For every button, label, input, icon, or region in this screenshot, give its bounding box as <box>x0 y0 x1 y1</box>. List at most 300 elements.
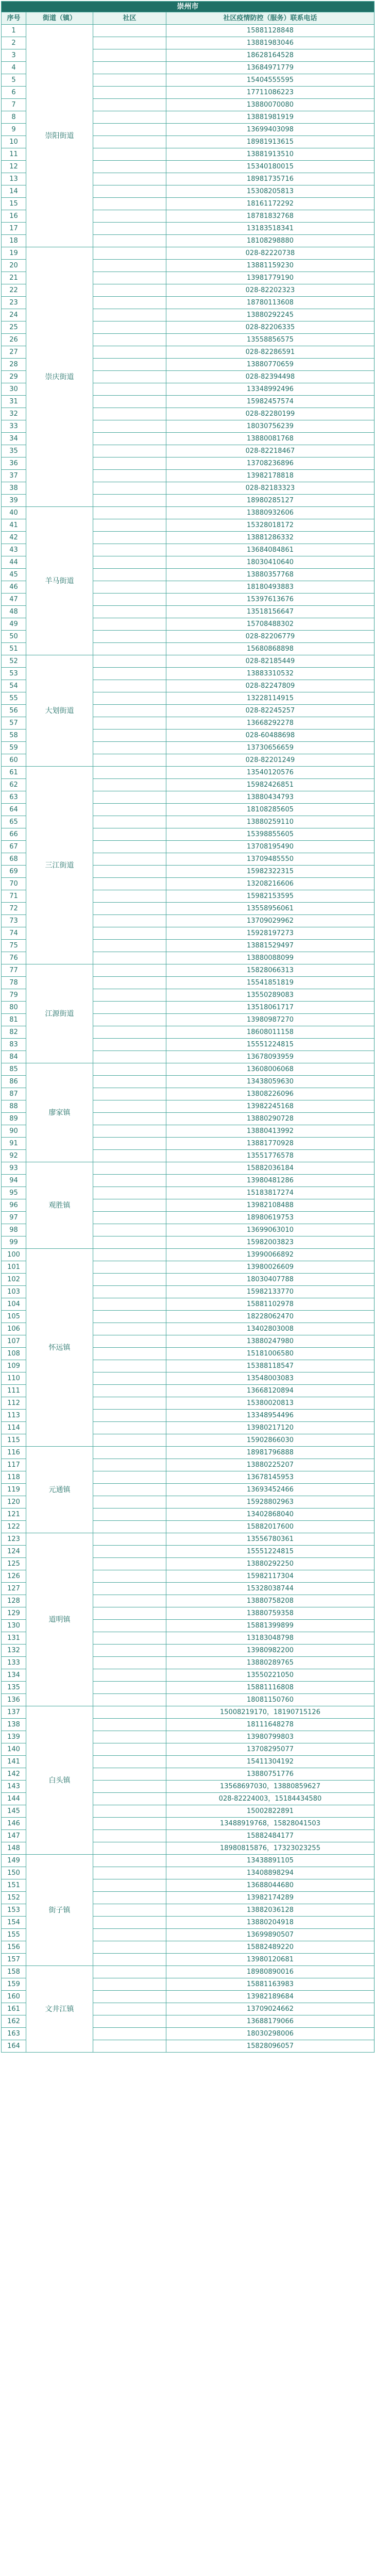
community-cell <box>93 1743 166 1756</box>
phone-cell: 13880357768 <box>166 569 374 581</box>
community-cell <box>93 1768 166 1781</box>
row-index: 81 <box>2 1014 26 1026</box>
row-index: 76 <box>2 952 26 964</box>
row-index: 5 <box>2 74 26 87</box>
community-cell <box>93 1706 166 1719</box>
table-row <box>2 1533 374 1546</box>
phone-cell: 028-82394498 <box>166 371 374 383</box>
community-cell <box>93 532 166 544</box>
phone-cell: 13730656659 <box>166 742 374 754</box>
phone-cell: 18030298006 <box>166 2028 374 2040</box>
row-index: 83 <box>2 1039 26 1051</box>
community-cell <box>93 2015 166 2028</box>
phone-cell: 13881981919 <box>166 111 374 124</box>
table-row <box>2 1855 374 1867</box>
community-cell <box>93 903 166 915</box>
row-index: 42 <box>2 532 26 544</box>
community-cell <box>93 952 166 964</box>
community-cell <box>93 1855 166 1867</box>
phone-cell: 13980120681 <box>166 1954 374 1966</box>
phone-cell: 15982426851 <box>166 779 374 791</box>
row-index: 135 <box>2 1682 26 1694</box>
phone-cell: 13402868040 <box>166 1509 374 1521</box>
phone-cell: 15002822891 <box>166 1805 374 1818</box>
community-cell <box>93 260 166 272</box>
street-cell: 廖家镇 <box>26 1063 93 1162</box>
phone-cell: 13881983046 <box>166 37 374 49</box>
community-cell <box>93 1978 166 1991</box>
community-cell <box>93 359 166 371</box>
phone-cell: 18981735716 <box>166 173 374 185</box>
row-index: 53 <box>2 668 26 680</box>
community-cell <box>93 643 166 655</box>
phone-cell: 13982189684 <box>166 1991 374 2003</box>
phone-cell: 15398855605 <box>166 828 374 841</box>
community-cell <box>93 692 166 705</box>
table-row <box>2 1063 374 1076</box>
community-cell <box>93 754 166 767</box>
phone-cell: 028-82206779 <box>166 631 374 643</box>
phone-cell: 18608011158 <box>166 1026 374 1039</box>
community-cell <box>93 1298 166 1311</box>
table-title: 崇州市 <box>2 2 374 12</box>
row-index: 34 <box>2 433 26 445</box>
row-index: 46 <box>2 581 26 594</box>
community-cell <box>93 1162 166 1175</box>
row-index: 139 <box>2 1731 26 1743</box>
row-index: 72 <box>2 903 26 915</box>
phone-cell: 15328038744 <box>166 1583 374 1595</box>
row-index: 114 <box>2 1422 26 1434</box>
row-index: 98 <box>2 1224 26 1236</box>
row-index: 25 <box>2 321 26 334</box>
community-cell <box>93 334 166 346</box>
row-index: 15 <box>2 198 26 210</box>
row-index: 31 <box>2 396 26 408</box>
community-cell <box>93 816 166 828</box>
row-index: 47 <box>2 594 26 606</box>
row-index: 109 <box>2 1360 26 1372</box>
community-cell <box>93 1113 166 1125</box>
phone-cell: 13693452466 <box>166 1484 374 1496</box>
community-cell <box>93 1410 166 1422</box>
community-cell <box>93 1546 166 1558</box>
community-cell <box>93 730 166 742</box>
phone-cell: 18628164528 <box>166 49 374 62</box>
phone-cell: 15680868898 <box>166 643 374 655</box>
row-index: 57 <box>2 717 26 730</box>
community-cell <box>93 37 166 49</box>
row-index: 78 <box>2 977 26 989</box>
row-index: 150 <box>2 1867 26 1879</box>
row-index: 14 <box>2 185 26 198</box>
community-cell <box>93 1051 166 1063</box>
row-index: 37 <box>2 470 26 482</box>
row-index: 65 <box>2 816 26 828</box>
community-cell <box>93 1199 166 1212</box>
community-cell <box>93 1484 166 1496</box>
phone-cell: 13880770659 <box>166 359 374 371</box>
row-index: 158 <box>2 1966 26 1978</box>
community-cell <box>93 1818 166 1830</box>
phone-cell: 15928802963 <box>166 1496 374 1509</box>
row-index: 7 <box>2 99 26 111</box>
row-index: 103 <box>2 1286 26 1298</box>
phone-cell: 18981796888 <box>166 1447 374 1459</box>
row-index: 125 <box>2 1558 26 1570</box>
street-cell: 三江街道 <box>26 767 93 964</box>
community-cell <box>93 618 166 631</box>
row-index: 85 <box>2 1063 26 1076</box>
row-index: 71 <box>2 890 26 903</box>
row-index: 67 <box>2 841 26 853</box>
row-index: 134 <box>2 1669 26 1682</box>
phone-cell: 13882036128 <box>166 1904 374 1917</box>
row-index: 74 <box>2 927 26 940</box>
community-cell <box>93 1892 166 1904</box>
phone-cell: 028-82286591 <box>166 346 374 359</box>
phone-cell: 13228114915 <box>166 692 374 705</box>
community-cell <box>93 1558 166 1570</box>
phone-cell: 13880070080 <box>166 99 374 111</box>
row-index: 88 <box>2 1100 26 1113</box>
row-index: 102 <box>2 1274 26 1286</box>
community-cell <box>93 284 166 297</box>
community-cell <box>93 457 166 470</box>
phone-cell: 13880289765 <box>166 1657 374 1669</box>
row-index: 95 <box>2 1187 26 1199</box>
phone-cell: 18980890016 <box>166 1966 374 1978</box>
phone-cell: 028-82247809 <box>166 680 374 692</box>
row-index: 4 <box>2 62 26 74</box>
community-cell <box>93 1509 166 1521</box>
row-index: 122 <box>2 1521 26 1533</box>
row-index: 86 <box>2 1076 26 1088</box>
phone-cell: 13709024662 <box>166 2003 374 2015</box>
phone-cell: 15902866030 <box>166 1434 374 1447</box>
phone-cell: 18030756239 <box>166 420 374 433</box>
community-cell <box>93 99 166 111</box>
phone-cell: 13880204918 <box>166 1917 374 1929</box>
row-index: 108 <box>2 1348 26 1360</box>
community-cell <box>93 779 166 791</box>
row-index: 17 <box>2 223 26 235</box>
street-cell: 元通镇 <box>26 1447 93 1533</box>
community-cell <box>93 544 166 556</box>
phone-cell: 18981913615 <box>166 136 374 148</box>
phone-cell: 13982178818 <box>166 470 374 482</box>
phone-cell: 13881286332 <box>166 532 374 544</box>
community-cell <box>93 1620 166 1632</box>
community-cell <box>93 804 166 816</box>
phone-cell: 15181006580 <box>166 1348 374 1360</box>
community-cell <box>93 1249 166 1261</box>
phone-cell: 028-82202323 <box>166 284 374 297</box>
row-index: 155 <box>2 1929 26 1941</box>
phone-cell: 028-82183323 <box>166 482 374 495</box>
row-index: 97 <box>2 1212 26 1224</box>
phone-cell: 15551224815 <box>166 1039 374 1051</box>
row-index: 113 <box>2 1410 26 1422</box>
phone-cell: 13548003083 <box>166 1372 374 1385</box>
phone-cell: 15881128848 <box>166 25 374 37</box>
community-cell <box>93 1632 166 1645</box>
phone-cell: 13708236896 <box>166 457 374 470</box>
community-cell <box>93 420 166 433</box>
row-index: 22 <box>2 284 26 297</box>
street-cell: 崇庆街道 <box>26 247 93 507</box>
community-cell <box>93 556 166 569</box>
phone-cell: 13881913510 <box>166 148 374 161</box>
row-index: 127 <box>2 1583 26 1595</box>
row-index: 58 <box>2 730 26 742</box>
phone-cell: 18108298880 <box>166 235 374 247</box>
row-index: 1 <box>2 25 26 37</box>
community-cell <box>93 828 166 841</box>
phone-cell: 13981779190 <box>166 272 374 284</box>
community-cell <box>93 495 166 507</box>
community-cell <box>93 1224 166 1236</box>
phone-cell: 13488919768，15828041503 <box>166 1818 374 1830</box>
phone-cell: 15183817274 <box>166 1187 374 1199</box>
community-cell <box>93 1669 166 1682</box>
row-index: 130 <box>2 1620 26 1632</box>
community-cell <box>93 1063 166 1076</box>
community-cell <box>93 1175 166 1187</box>
phone-cell: 13880758208 <box>166 1595 374 1607</box>
community-cell <box>93 1533 166 1546</box>
row-index: 110 <box>2 1372 26 1385</box>
community-cell <box>93 297 166 309</box>
community-cell <box>93 148 166 161</box>
phone-cell: 18030410640 <box>166 556 374 569</box>
table-row <box>2 1249 374 1261</box>
community-cell <box>93 1941 166 1954</box>
community-cell <box>93 1125 166 1138</box>
row-index: 100 <box>2 1249 26 1261</box>
row-index: 69 <box>2 866 26 878</box>
phone-cell: 13208216606 <box>166 878 374 890</box>
row-index: 55 <box>2 692 26 705</box>
community-cell <box>93 1657 166 1669</box>
row-index: 62 <box>2 779 26 791</box>
community-cell <box>93 964 166 977</box>
community-cell <box>93 2028 166 2040</box>
row-index: 30 <box>2 383 26 396</box>
row-index: 153 <box>2 1904 26 1917</box>
phone-cell: 13402803008 <box>166 1323 374 1335</box>
community-cell <box>93 1496 166 1509</box>
row-index: 29 <box>2 371 26 383</box>
phone-cell: 15404555595 <box>166 74 374 87</box>
phone-cell: 15397613676 <box>166 594 374 606</box>
phone-cell: 13880081768 <box>166 433 374 445</box>
row-index: 89 <box>2 1113 26 1125</box>
row-index: 36 <box>2 457 26 470</box>
phone-cell: 13880932606 <box>166 507 374 519</box>
row-index: 13 <box>2 173 26 185</box>
table-row <box>2 1706 374 1719</box>
phone-cell: 028-82220738 <box>166 247 374 260</box>
phone-cell: 15982457574 <box>166 396 374 408</box>
phone-cell: 13684971779 <box>166 62 374 74</box>
street-cell: 大划街道 <box>26 655 93 767</box>
row-index: 9 <box>2 124 26 136</box>
table-row <box>2 247 374 260</box>
street-cell: 江源街道 <box>26 964 93 1063</box>
table-row <box>2 1966 374 1978</box>
phone-cell: 13880434793 <box>166 791 374 804</box>
row-index: 80 <box>2 1002 26 1014</box>
community-cell <box>93 1311 166 1323</box>
street-cell: 文井江镇 <box>26 1966 93 2053</box>
phone-cell: 13982174289 <box>166 1892 374 1904</box>
community-cell <box>93 482 166 495</box>
row-index: 149 <box>2 1855 26 1867</box>
row-index: 151 <box>2 1879 26 1892</box>
community-cell <box>93 2003 166 2015</box>
community-cell <box>93 680 166 692</box>
phone-cell: 028-82224003，15184434580 <box>166 1793 374 1805</box>
community-cell <box>93 1261 166 1274</box>
community-cell <box>93 247 166 260</box>
row-index: 141 <box>2 1756 26 1768</box>
phone-cell: 18108285605 <box>166 804 374 816</box>
row-index: 24 <box>2 309 26 321</box>
phone-cell: 13348992496 <box>166 383 374 396</box>
community-cell <box>93 791 166 804</box>
community-cell <box>93 1459 166 1471</box>
row-index: 118 <box>2 1471 26 1484</box>
community-cell <box>93 383 166 396</box>
row-index: 90 <box>2 1125 26 1138</box>
row-index: 99 <box>2 1236 26 1249</box>
phone-cell: 13540120576 <box>166 767 374 779</box>
phone-cell: 13708195490 <box>166 841 374 853</box>
row-index: 152 <box>2 1892 26 1904</box>
row-index: 23 <box>2 297 26 309</box>
phone-cell: 13980987270 <box>166 1014 374 1026</box>
community-cell <box>93 210 166 223</box>
table-row <box>2 655 374 668</box>
community-cell <box>93 1842 166 1855</box>
community-cell <box>93 1385 166 1397</box>
row-index: 161 <box>2 2003 26 2015</box>
phone-cell: 15882484177 <box>166 1830 374 1842</box>
community-cell <box>93 1805 166 1818</box>
community-cell <box>93 1954 166 1966</box>
phone-cell: 13880413992 <box>166 1125 374 1138</box>
row-index: 43 <box>2 544 26 556</box>
row-index: 8 <box>2 111 26 124</box>
street-cell: 崇阳街道 <box>26 25 93 247</box>
row-index: 133 <box>2 1657 26 1669</box>
phone-cell: 13880290728 <box>166 1113 374 1125</box>
phone-cell: 15340180015 <box>166 161 374 173</box>
row-index: 96 <box>2 1199 26 1212</box>
community-cell <box>93 853 166 866</box>
row-index: 163 <box>2 2028 26 2040</box>
community-cell <box>93 1521 166 1533</box>
phone-cell: 13518156647 <box>166 606 374 618</box>
phone-cell: 13348954496 <box>166 1410 374 1422</box>
row-index: 70 <box>2 878 26 890</box>
header-phone: 社区疫情防控（服务）联系电话 <box>166 12 374 25</box>
row-index: 101 <box>2 1261 26 1274</box>
phone-cell: 15380020813 <box>166 1397 374 1410</box>
row-index: 116 <box>2 1447 26 1459</box>
community-cell <box>93 742 166 754</box>
phone-cell: 13568697030，13880859627 <box>166 1781 374 1793</box>
phone-cell: 15928197273 <box>166 927 374 940</box>
phone-cell: 18180493883 <box>166 581 374 594</box>
community-cell <box>93 717 166 730</box>
phone-cell: 13880247980 <box>166 1335 374 1348</box>
row-index: 28 <box>2 359 26 371</box>
row-index: 142 <box>2 1768 26 1781</box>
phone-cell: 18781832768 <box>166 210 374 223</box>
phone-cell: 15388118547 <box>166 1360 374 1372</box>
community-cell <box>93 1756 166 1768</box>
phone-cell: 18980815876，17323023255 <box>166 1842 374 1855</box>
community-cell <box>93 1731 166 1743</box>
phone-cell: 13558856575 <box>166 334 374 346</box>
row-index: 79 <box>2 989 26 1002</box>
row-index: 144 <box>2 1793 26 1805</box>
phone-cell: 15551224815 <box>166 1546 374 1558</box>
community-cell <box>93 321 166 334</box>
phone-cell: 15881116808 <box>166 1682 374 1694</box>
row-index: 154 <box>2 1917 26 1929</box>
row-index: 156 <box>2 1941 26 1954</box>
community-cell <box>93 1274 166 1286</box>
community-cell <box>93 1434 166 1447</box>
community-cell <box>93 445 166 457</box>
community-cell <box>93 1793 166 1805</box>
phone-cell: 18161172292 <box>166 198 374 210</box>
community-cell <box>93 272 166 284</box>
row-index: 160 <box>2 1991 26 2003</box>
community-cell <box>93 631 166 643</box>
community-cell <box>93 185 166 198</box>
row-index: 138 <box>2 1719 26 1731</box>
row-index: 123 <box>2 1533 26 1546</box>
community-cell <box>93 705 166 717</box>
table-row <box>2 507 374 519</box>
phone-cell: 15008219170，18190715126 <box>166 1706 374 1719</box>
phone-cell: 13183518341 <box>166 223 374 235</box>
table-row <box>2 767 374 779</box>
community-cell <box>93 433 166 445</box>
phone-cell: 15708488302 <box>166 618 374 631</box>
community-cell <box>93 25 166 37</box>
community-cell <box>93 1570 166 1583</box>
community-cell <box>93 890 166 903</box>
community-cell <box>93 136 166 148</box>
community-cell <box>93 841 166 853</box>
phone-cell: 028-82280199 <box>166 408 374 420</box>
row-index: 121 <box>2 1509 26 1521</box>
row-index: 35 <box>2 445 26 457</box>
phone-cell: 13408898294 <box>166 1867 374 1879</box>
community-cell <box>93 655 166 668</box>
row-index: 132 <box>2 1645 26 1657</box>
row-index: 91 <box>2 1138 26 1150</box>
community-cell <box>93 1360 166 1372</box>
phone-cell: 15982153595 <box>166 890 374 903</box>
row-index: 51 <box>2 643 26 655</box>
row-index: 157 <box>2 1954 26 1966</box>
